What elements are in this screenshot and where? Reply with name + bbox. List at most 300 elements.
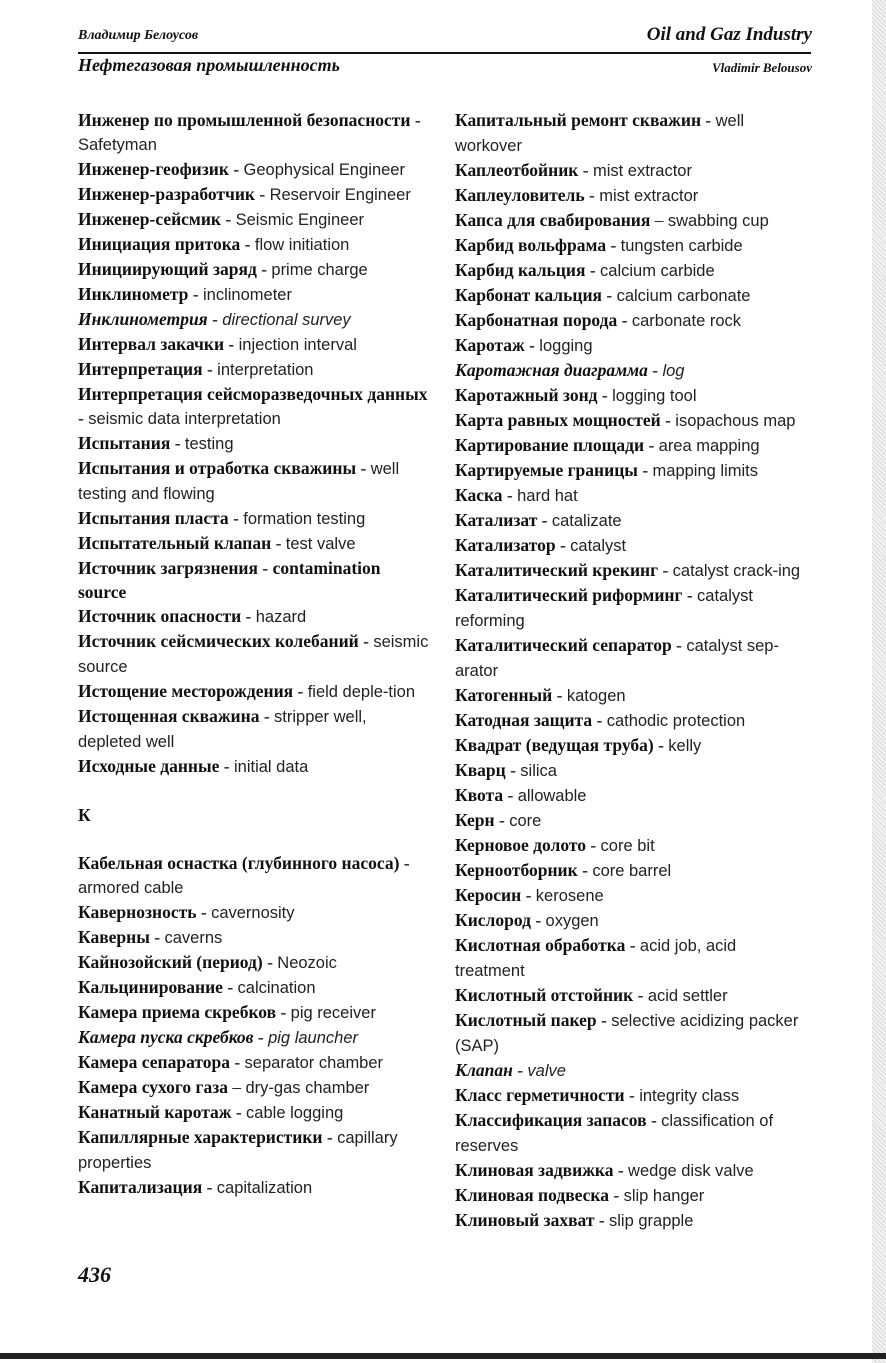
entry-definition: hazard bbox=[255, 608, 307, 626]
entry-separator: - bbox=[503, 785, 518, 805]
entry-separator: - bbox=[585, 260, 601, 280]
dictionary-entry bbox=[455, 208, 807, 233]
entry-separator: - bbox=[537, 510, 552, 530]
dictionary-entry bbox=[455, 533, 807, 558]
entry-separator: - bbox=[617, 310, 632, 330]
entry-term: Картирование площади bbox=[455, 435, 645, 455]
entry-definition: area mapping bbox=[658, 437, 760, 455]
entry-term: Капиллярные характеристики bbox=[78, 1127, 323, 1147]
entry-separator: - bbox=[624, 1085, 640, 1105]
entry-separator: - bbox=[596, 1010, 612, 1030]
entry-definition: oxygen bbox=[545, 912, 599, 930]
dictionary-entry bbox=[78, 950, 430, 975]
dictionary-entry bbox=[455, 558, 807, 583]
dictionary-entry bbox=[455, 908, 807, 933]
entry-definition: integrity class bbox=[639, 1087, 740, 1105]
entry-separator: - bbox=[256, 259, 272, 279]
entry-term: Камера сухого газа bbox=[78, 1077, 228, 1097]
entry-term: Каплеотбойник bbox=[455, 160, 579, 180]
entry-definition: testing bbox=[184, 435, 234, 453]
entry-separator: - bbox=[78, 408, 89, 428]
entry-term: Кальцинирование bbox=[78, 977, 223, 997]
dictionary-entry bbox=[455, 983, 807, 1008]
right-column bbox=[455, 108, 807, 1233]
entry-term: Каплеуловитель bbox=[455, 185, 585, 205]
entry-separator: - bbox=[494, 810, 510, 830]
entry-definition: catalyst bbox=[570, 537, 627, 555]
entry-definition: log bbox=[662, 362, 685, 380]
entry-definition: acid job, acid treatment bbox=[455, 937, 737, 980]
entry-term: Керноотборник bbox=[455, 860, 578, 880]
dictionary-entry bbox=[455, 108, 807, 158]
entry-definition: carbonate rock bbox=[631, 312, 742, 330]
entry-term: Каверны bbox=[78, 927, 150, 947]
dictionary-entry bbox=[78, 382, 430, 431]
entry-definition: wedge disk valve bbox=[628, 1162, 754, 1180]
dictionary-entry bbox=[455, 483, 807, 508]
entry-separator: - bbox=[202, 359, 218, 379]
entry-separator: - bbox=[682, 585, 698, 605]
entry-term: Квота bbox=[455, 785, 504, 805]
entry-definition: stripper well, depleted well bbox=[78, 708, 367, 751]
dictionary-entry bbox=[455, 783, 807, 808]
entry-separator: - bbox=[613, 1160, 629, 1180]
dictionary-entry bbox=[78, 506, 430, 531]
entry-definition: Seismic Engineer bbox=[235, 211, 364, 229]
entry-term: Инженер-сейсмик bbox=[78, 209, 222, 229]
entry-definition: selective acidizing packer (SAP) bbox=[455, 1012, 799, 1055]
dictionary-entry bbox=[455, 1108, 807, 1158]
entry-definition: Geophysical Engineer bbox=[243, 161, 405, 179]
dictionary-entry bbox=[78, 182, 430, 207]
dictionary-entry bbox=[455, 858, 807, 883]
entry-separator: - bbox=[625, 935, 640, 955]
entry-definition: silica bbox=[520, 762, 557, 780]
dictionary-entry bbox=[78, 332, 430, 357]
right-entries bbox=[455, 108, 807, 1233]
dictionary-entry bbox=[78, 257, 430, 282]
entry-separator: - bbox=[637, 460, 653, 480]
entry-separator: - bbox=[399, 853, 410, 873]
entry-term: Картируемые границы bbox=[455, 460, 638, 480]
dictionary-entry bbox=[78, 900, 430, 925]
dictionary-entry bbox=[455, 233, 807, 258]
dictionary-entry bbox=[455, 808, 807, 833]
entry-term: Керосин bbox=[455, 885, 522, 905]
dictionary-entry bbox=[455, 708, 807, 733]
dictionary-entry bbox=[455, 1208, 807, 1233]
dictionary-entry bbox=[455, 683, 807, 708]
entry-term: Кислотная обработка bbox=[455, 935, 626, 955]
entry-term: Катализат bbox=[455, 510, 538, 530]
entry-term: Интервал закачки bbox=[78, 334, 225, 354]
entry-definition: slip grapple bbox=[609, 1212, 694, 1230]
entry-separator: - bbox=[524, 335, 540, 355]
entry-separator: - bbox=[552, 685, 567, 705]
entry-definition: logging tool bbox=[612, 387, 697, 405]
dictionary-entry bbox=[78, 431, 430, 456]
entry-definition: calcium carbonate bbox=[616, 287, 751, 305]
entry-definition: isopachous map bbox=[675, 412, 796, 430]
entry-separator: - bbox=[222, 977, 238, 997]
entry-separator: - bbox=[293, 681, 308, 701]
entry-term: Катодная защита bbox=[455, 710, 593, 730]
entry-term: Кабельная оснастка (глубинного насоса) bbox=[78, 853, 400, 873]
entry-definition: directional survey bbox=[222, 311, 351, 329]
dictionary-entry bbox=[455, 583, 807, 633]
entry-definition: test valve bbox=[285, 535, 356, 553]
entry-term: Испытания пласта bbox=[78, 508, 229, 528]
dictionary-entry bbox=[455, 408, 807, 433]
dictionary-entry bbox=[455, 308, 807, 333]
entry-separator: - bbox=[644, 435, 659, 455]
entry-definition: capitalization bbox=[216, 1179, 313, 1197]
entry-definition: capillary properties bbox=[78, 1129, 398, 1172]
entry-separator: - bbox=[646, 1110, 662, 1130]
entry-term: Катогенный bbox=[455, 685, 553, 705]
entry-separator: - bbox=[259, 706, 275, 726]
dictionary-entry bbox=[455, 258, 807, 283]
entry-definition: tungsten carbide bbox=[620, 237, 743, 255]
entry-term: Керн bbox=[455, 810, 495, 830]
entry-term: Истощение месторождения bbox=[78, 681, 294, 701]
entry-definition: calcination bbox=[237, 979, 316, 997]
entry-separator: - bbox=[592, 710, 607, 730]
header-rule bbox=[78, 52, 811, 54]
entry-definition: catalizate bbox=[551, 512, 622, 530]
entry-term: Карбонат кальция bbox=[455, 285, 602, 305]
entry-definition: initial data bbox=[234, 758, 309, 776]
entry-definition: hard hat bbox=[517, 487, 578, 505]
entry-term: Карбид кальция bbox=[455, 260, 586, 280]
entry-definition: formation testing bbox=[243, 510, 366, 528]
entry-term: Каталитический крекинг bbox=[455, 560, 659, 580]
entry-term: Каска bbox=[455, 485, 503, 505]
dictionary-entry bbox=[78, 851, 430, 900]
entry-definition: cavernosity bbox=[211, 904, 295, 922]
entry-separator: - bbox=[231, 1102, 247, 1122]
entry-definition: mapping limits bbox=[652, 462, 758, 480]
dictionary-entry bbox=[78, 1075, 430, 1100]
dictionary-entry bbox=[78, 925, 430, 950]
dictionary-entry bbox=[455, 1058, 807, 1083]
dictionary-entry bbox=[78, 232, 430, 257]
entry-definition: kelly bbox=[668, 737, 702, 755]
entry-term: Кайнозойский (период) bbox=[78, 952, 263, 972]
dictionary-entry bbox=[78, 1025, 430, 1050]
entry-term: Испытательный клапан bbox=[78, 533, 272, 553]
entry-definition: prime charge bbox=[271, 261, 368, 279]
entry-separator: - bbox=[170, 433, 185, 453]
dictionary-entry bbox=[455, 433, 807, 458]
entry-separator: - bbox=[505, 760, 521, 780]
entry-term: Капитальный ремонт скважин bbox=[455, 110, 702, 130]
dictionary-entry bbox=[455, 933, 807, 983]
entry-definition: interpretation bbox=[217, 361, 314, 379]
entry-term: Карбид вольфрама bbox=[455, 235, 607, 255]
entry-term: Квадрат (ведущая труба) bbox=[455, 735, 654, 755]
entry-definition: catalyst reforming bbox=[455, 587, 753, 630]
entry-separator: - bbox=[276, 1002, 291, 1022]
entry-definition: caverns bbox=[164, 929, 223, 947]
entry-term: Испытания bbox=[78, 433, 171, 453]
entry-separator: - bbox=[653, 735, 669, 755]
entry-definition: field deple-tion bbox=[307, 683, 416, 701]
entry-term: Источник сейсмических колебаний bbox=[78, 631, 359, 651]
entry-separator: - bbox=[606, 235, 621, 255]
entry-separator: - bbox=[521, 885, 536, 905]
left-column bbox=[78, 108, 430, 1200]
entry-separator: - bbox=[202, 1177, 217, 1197]
entry-separator: - bbox=[253, 1027, 269, 1047]
entry-separator: - bbox=[502, 485, 518, 505]
entry-term: Камера приема скребков bbox=[78, 1002, 277, 1022]
entry-term: Кислотный отстойник bbox=[455, 985, 634, 1005]
entry-term: Испытания и отработка скважины bbox=[78, 458, 357, 478]
entry-definition: logging bbox=[539, 337, 593, 355]
page-edge-shadow bbox=[872, 0, 886, 1363]
entry-term: Инициирующий заряд bbox=[78, 259, 257, 279]
section-letter: К bbox=[78, 805, 91, 825]
entry-definition: separator chamber bbox=[244, 1054, 384, 1072]
dictionary-entry bbox=[78, 975, 430, 1000]
entry-separator: - bbox=[219, 756, 234, 776]
dictionary-entry bbox=[455, 1008, 807, 1058]
dictionary-entry bbox=[455, 1183, 807, 1208]
dictionary-entry bbox=[455, 283, 807, 308]
entry-term: Карбонатная порода bbox=[455, 310, 618, 330]
dictionary-entry bbox=[78, 556, 430, 604]
dictionary-entry bbox=[78, 1050, 430, 1075]
entry-separator: - bbox=[647, 360, 663, 380]
dictionary-entry bbox=[78, 282, 430, 307]
dictionary-entry bbox=[78, 604, 430, 629]
entry-definition: core barrel bbox=[592, 862, 672, 880]
entry-term: Каротажная диаграмма bbox=[455, 360, 648, 380]
entry-separator: - bbox=[555, 535, 571, 555]
entry-separator: - bbox=[671, 635, 687, 655]
entry-term: Инженер по промышленной безопасности bbox=[78, 110, 411, 130]
entry-separator: - bbox=[594, 1210, 610, 1230]
dictionary-entry bbox=[78, 704, 430, 754]
dictionary-entry bbox=[78, 1175, 430, 1200]
entry-term: Инициация притока bbox=[78, 234, 241, 254]
entry-definition: acid settler bbox=[647, 987, 728, 1005]
entry-definition: kerosene bbox=[535, 887, 604, 905]
entry-term: Классификация запасов bbox=[455, 1110, 647, 1130]
entry-separator: - bbox=[602, 285, 617, 305]
entry-term: Кислород bbox=[455, 910, 531, 930]
entry-definition: mist extractor bbox=[599, 187, 699, 205]
entry-term: Источник загрязнения bbox=[78, 558, 258, 578]
entry-term: Источник опасности bbox=[78, 606, 242, 626]
entry-definition: inclinometer bbox=[203, 286, 292, 304]
entry-separator: - bbox=[207, 309, 223, 329]
entry-separator: - bbox=[584, 185, 600, 205]
entry-term: Клиновая подвеска bbox=[455, 1185, 609, 1205]
entry-separator: – bbox=[650, 210, 668, 230]
entry-definition: swabbing cup bbox=[667, 212, 769, 230]
entry-separator: - bbox=[608, 1185, 624, 1205]
dictionary-entry bbox=[455, 1083, 807, 1108]
entry-term: Карта равных мощностей bbox=[455, 410, 661, 430]
entry-separator: - bbox=[358, 631, 374, 651]
entry-separator: – bbox=[228, 1077, 246, 1097]
entry-term: Истощенная скважина bbox=[78, 706, 260, 726]
dictionary-entry bbox=[455, 633, 807, 683]
dictionary-entry bbox=[78, 307, 430, 332]
dictionary-entry bbox=[78, 207, 430, 232]
entry-definition: dry-gas chamber bbox=[245, 1079, 370, 1097]
dictionary-entry bbox=[455, 333, 807, 358]
entry-definition: seismic source bbox=[78, 633, 429, 676]
entry-term: Клапан bbox=[455, 1060, 513, 1080]
dictionary-entry bbox=[78, 754, 430, 779]
entry-definition: katogen bbox=[566, 687, 626, 705]
entry-term: Каротаж bbox=[455, 335, 525, 355]
entry-definition: Safetyman bbox=[78, 136, 157, 154]
entry-definition: cable logging bbox=[246, 1104, 344, 1122]
entry-term: Камера сепаратора bbox=[78, 1052, 230, 1072]
entry-definition: mist extractor bbox=[592, 162, 692, 180]
entry-separator: - bbox=[229, 1052, 245, 1072]
dictionary-entry bbox=[455, 883, 807, 908]
dictionary-entry bbox=[78, 629, 430, 679]
entry-separator: - bbox=[240, 234, 255, 254]
header-author-en: Vladimir Belousov bbox=[711, 60, 812, 75]
dictionary-entry bbox=[455, 458, 807, 483]
entry-term: Керновое долото bbox=[455, 835, 586, 855]
dictionary-entry bbox=[455, 758, 807, 783]
dictionary-entry bbox=[78, 1100, 430, 1125]
entry-definition: Neozoic bbox=[277, 954, 337, 972]
entry-definition: allowable bbox=[517, 787, 587, 805]
entry-separator: - bbox=[188, 284, 203, 304]
entry-term: Каротажный зонд bbox=[455, 385, 598, 405]
entry-term: Инклинометрия bbox=[78, 309, 208, 329]
header-author-ru: Владимир Белоусов bbox=[78, 28, 199, 43]
entry-definition: core bit bbox=[600, 837, 655, 855]
dictionary-entry bbox=[455, 733, 807, 758]
entry-separator: - bbox=[633, 985, 648, 1005]
entry-definition: well testing and flowing bbox=[78, 460, 400, 503]
entry-definition: catalyst sep-arator bbox=[455, 637, 779, 680]
entry-term: Кварц bbox=[455, 760, 506, 780]
entry-term: Инженер-разработчик bbox=[78, 184, 255, 204]
entry-definition: valve bbox=[527, 1062, 566, 1080]
entry-term: Клиновый захват bbox=[455, 1210, 595, 1230]
dictionary-entry bbox=[455, 158, 807, 183]
entry-definition: catalyst crack-ing bbox=[672, 562, 801, 580]
entry-definition: injection interval bbox=[238, 336, 357, 354]
entry-definition: pig receiver bbox=[290, 1004, 376, 1022]
header-title-en: Oil and Gaz Industry bbox=[646, 24, 812, 45]
dictionary-entry bbox=[455, 833, 807, 858]
entry-separator: - bbox=[356, 458, 371, 478]
entry-separator: - bbox=[597, 385, 613, 405]
entry-definition: armored cable bbox=[78, 879, 184, 897]
entry-definition: Reservoir Engineer bbox=[269, 186, 411, 204]
entry-separator: - bbox=[322, 1127, 338, 1147]
entry-definition: pig launcher bbox=[268, 1029, 358, 1047]
entry-definition: contamination source bbox=[78, 558, 381, 602]
entry-separator: - bbox=[577, 860, 593, 880]
entry-term: Кислотный пакер bbox=[455, 1010, 597, 1030]
entry-term: Интерпретация bbox=[78, 359, 203, 379]
entry-definition: seismic data interpretation bbox=[88, 410, 281, 428]
entry-separator: - bbox=[228, 159, 244, 179]
entry-separator: - bbox=[224, 334, 239, 354]
entry-separator: - bbox=[228, 508, 244, 528]
entry-term: Инклинометр bbox=[78, 284, 189, 304]
entry-definition: cathodic protection bbox=[606, 712, 746, 730]
entry-term: Каталитический риформинг bbox=[455, 585, 683, 605]
entry-separator: - bbox=[585, 835, 601, 855]
entry-term: Кавернозность bbox=[78, 902, 197, 922]
entry-definition: classification of reserves bbox=[455, 1112, 774, 1155]
dictionary-entry bbox=[455, 383, 807, 408]
entry-term: Камера пуска скребков bbox=[78, 1027, 254, 1047]
dictionary-entry bbox=[78, 456, 430, 506]
entry-separator: - bbox=[257, 558, 273, 578]
dictionary-entry bbox=[78, 1125, 430, 1175]
entry-term: Капитализация bbox=[78, 1177, 203, 1197]
entry-separator: - bbox=[530, 910, 546, 930]
page-number: 436 bbox=[78, 1262, 111, 1287]
entry-definition: core bbox=[509, 812, 542, 830]
entry-separator: - bbox=[255, 184, 270, 204]
entry-definition: calcium carbide bbox=[600, 262, 715, 280]
entry-term: Клиновая задвижка bbox=[455, 1160, 614, 1180]
header-title-ru: Нефтегазовая промышленность bbox=[78, 55, 340, 75]
entry-term: Канатный каротаж bbox=[78, 1102, 232, 1122]
entry-separator: - bbox=[241, 606, 256, 626]
dictionary-entry bbox=[78, 679, 430, 704]
left-entries bbox=[78, 108, 430, 779]
entry-definition: flow initiation bbox=[254, 236, 350, 254]
entry-separator: - bbox=[149, 927, 165, 947]
dictionary-entry bbox=[78, 531, 430, 556]
entry-separator: - bbox=[660, 410, 676, 430]
entry-separator: - bbox=[196, 902, 212, 922]
entry-term: Каталитический сепаратор bbox=[455, 635, 672, 655]
page-bottom-bar bbox=[0, 1353, 886, 1359]
dictionary-entry bbox=[455, 358, 807, 383]
entry-term: Инженер-геофизик bbox=[78, 159, 229, 179]
entry-separator: - bbox=[512, 1060, 528, 1080]
entry-separator: - bbox=[271, 533, 286, 553]
entry-separator: - bbox=[262, 952, 278, 972]
entry-separator: - bbox=[658, 560, 673, 580]
entry-term: Класс герметичности bbox=[455, 1085, 625, 1105]
entry-separator: - bbox=[578, 160, 593, 180]
entry-term: Капса для свабирования bbox=[455, 210, 651, 230]
entry-definition: slip hanger bbox=[623, 1187, 705, 1205]
entry-definition: well workover bbox=[455, 112, 745, 155]
left-k-entries bbox=[78, 851, 430, 1200]
entry-separator: - bbox=[701, 110, 716, 130]
entry-term: Катализатор bbox=[455, 535, 556, 555]
dictionary-entry bbox=[455, 508, 807, 533]
dictionary-entry bbox=[455, 1158, 807, 1183]
dictionary-entry bbox=[455, 183, 807, 208]
entry-separator: - bbox=[410, 110, 421, 130]
entry-term: Интерпретация сейсморазведочных данных bbox=[78, 384, 428, 404]
dictionary-entry bbox=[78, 157, 430, 182]
dictionary-entry bbox=[78, 108, 430, 157]
dictionary-entry bbox=[78, 1000, 430, 1025]
entry-separator: - bbox=[221, 209, 236, 229]
